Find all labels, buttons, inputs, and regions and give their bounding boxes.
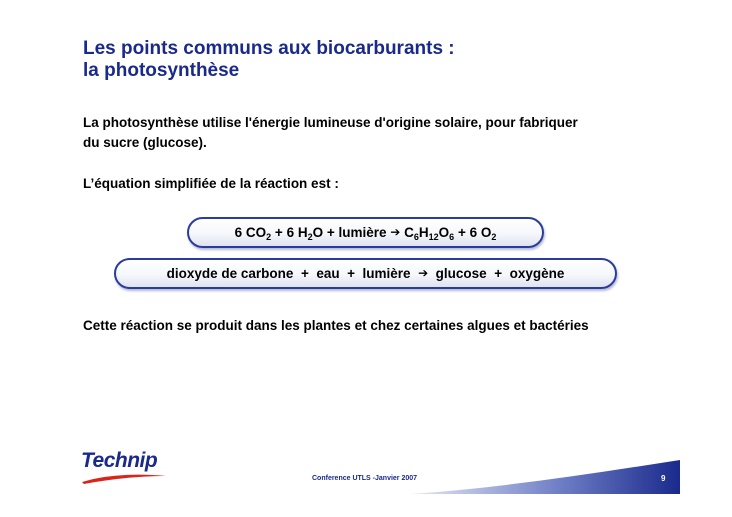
word-water: eau: [316, 266, 340, 281]
word-light: lumière: [362, 266, 411, 281]
word-oxygen: oxygène: [509, 266, 565, 281]
footer-band: [410, 458, 680, 494]
glucose-h: H: [418, 225, 429, 240]
glucose-o: O: [438, 225, 450, 240]
glucose-o-subscript: 6: [449, 232, 455, 242]
h2o-term-end: O: [312, 225, 324, 240]
o2-term: 6 O: [469, 225, 492, 240]
word-glucose: glucose: [435, 266, 487, 281]
h2o-subscript: 2: [307, 232, 313, 242]
word-equation: [167, 266, 565, 281]
intro-line-2: du sucre (glucose).: [83, 135, 207, 150]
conclusion-text: Cette réaction se produit dans les plantes et chez certaines algues et bactéries: [83, 318, 589, 333]
plus-sign: +: [271, 225, 287, 240]
intro-paragraph: [83, 113, 683, 153]
word-plus: +: [494, 266, 503, 281]
h2o-term: 6 H: [286, 225, 308, 240]
light-term: lumière: [338, 225, 387, 240]
glucose-c-subscript: 6: [413, 232, 419, 242]
word-arrow-icon: ➔: [418, 266, 429, 280]
chemical-equation-box: [187, 217, 544, 248]
logo-text: Technip: [81, 449, 158, 472]
chemical-equation: [235, 225, 497, 240]
intro-line-1: La photosynthèse utilise l'énergie lumineuse d'origine solaire, pour fabriquer: [83, 115, 578, 130]
equation-label: L’équation simplifiée de la réaction est :: [83, 176, 339, 191]
technip-logo: [80, 449, 170, 485]
word-plus: +: [300, 266, 309, 281]
conference-footer: Conference UTLS -Janvier 2007: [312, 475, 418, 482]
word-plus: +: [347, 266, 356, 281]
o2-subscript: 2: [491, 232, 497, 242]
plus-sign: +: [454, 225, 470, 240]
glucose-h-subscript: 12: [428, 232, 439, 242]
slide-title-line-1: Les points communs aux biocarburants :: [83, 38, 455, 59]
word-equation-box: [114, 258, 617, 289]
co2-subscript: 2: [266, 232, 272, 242]
glucose-c: C: [404, 225, 414, 240]
slide-title: [83, 38, 455, 82]
logo-swoosh-icon: [80, 473, 170, 485]
slide-title-line-2: la photosynthèse: [83, 60, 240, 81]
plus-sign: +: [323, 225, 339, 240]
word-co2: dioxyde de carbone: [166, 266, 294, 281]
reaction-arrow-icon: ➔: [390, 225, 401, 239]
co2-term: 6 CO: [234, 225, 267, 240]
page-number: 9: [661, 474, 666, 483]
